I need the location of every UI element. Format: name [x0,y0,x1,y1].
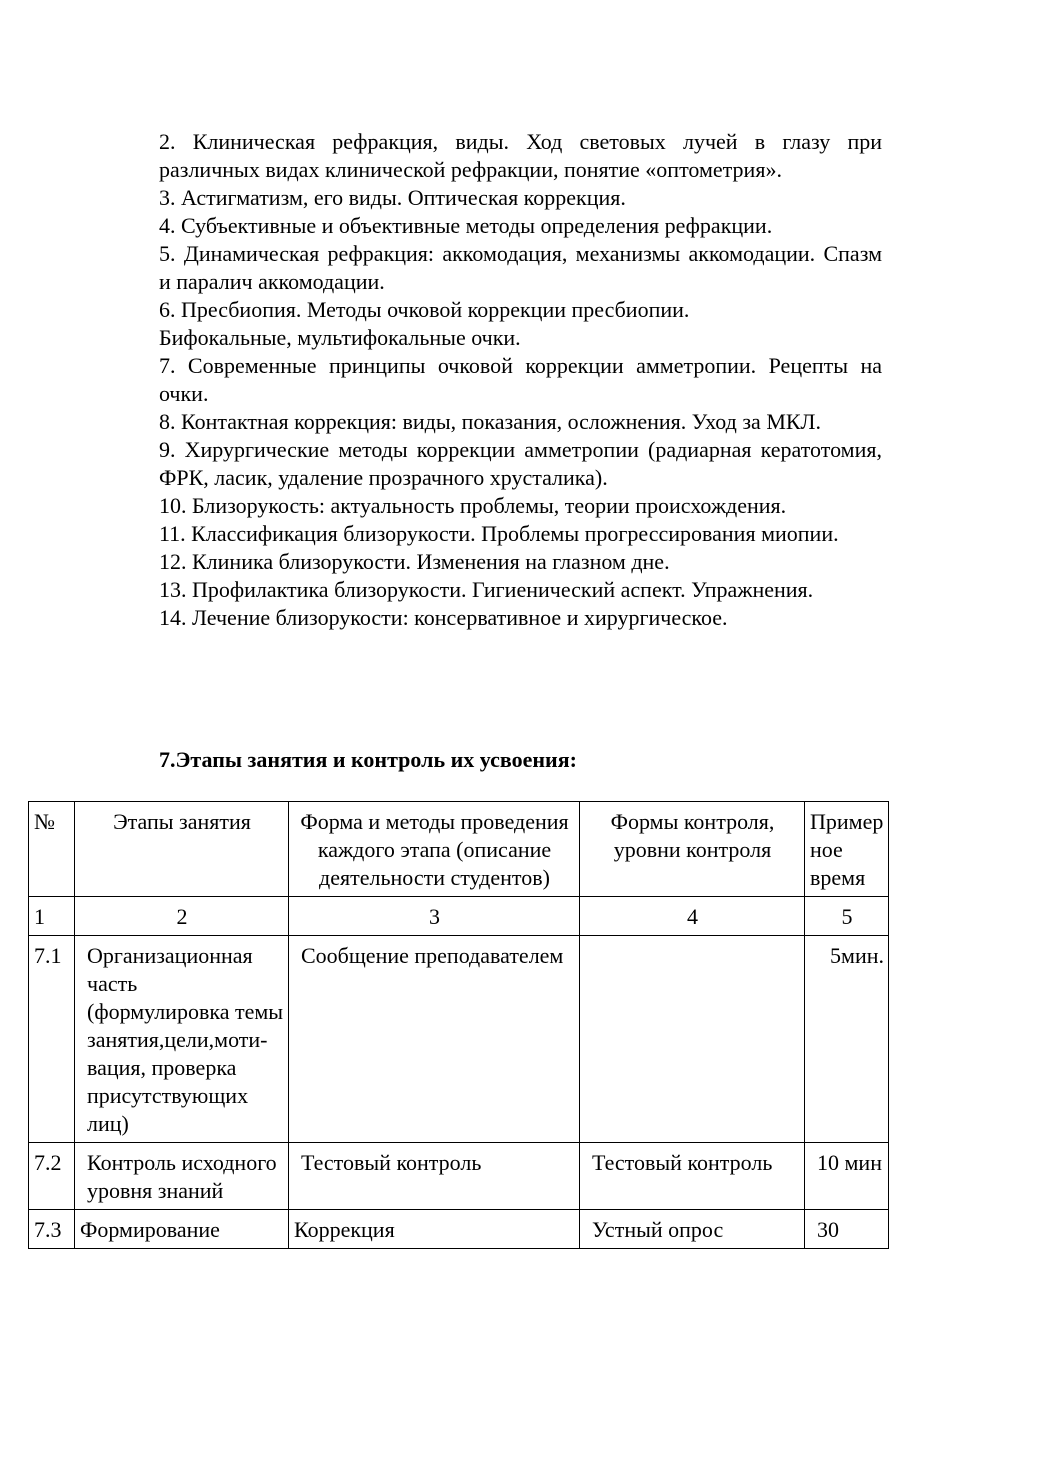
table-row [29,936,889,1143]
row-number-cell: 7.2 [29,1143,75,1210]
header-cell-control: Формы контроля, уровни контроля [580,802,805,897]
question-item: 8. Контактная коррекция: виды, показания, осложнения. Уход за МКЛ. [159,409,821,434]
table-header-row [29,802,889,897]
question-list [159,128,882,632]
column-number-cell: 3 [289,897,580,936]
control-cell [580,936,805,1143]
question-item: 3. Астигматизм, его виды. Оптическая коррекция. [159,185,626,210]
column-number-cell: 1 [29,897,75,936]
question-item: 11. Классификация близорукости. Проблемы прогрессирования миопии. [159,521,839,546]
column-number-cell: 4 [580,897,805,936]
question-item: 4. Субъективные и объективные методы определения рефракции. [159,213,773,238]
method-cell: Коррекция [289,1210,580,1249]
control-cell: Устный опрос [580,1210,805,1249]
header-cell-time: Примерное время [805,802,889,897]
question-item: 7. Современные принципы очковой коррекции амметропии. Рецепты на очки. [159,353,882,406]
method-cell: Тестовый контроль [289,1143,580,1210]
question-item: 10. Близорукость: актуальность проблемы, теории происхождения. [159,493,787,518]
row-number-cell: 7.1 [29,936,75,1143]
stage-cell: Организационная часть (формулировка темы занятия,цели,моти-вация, проверка присутствующих лиц) [75,936,289,1143]
header-cell-method: Форма и методы проведения каждого этапа (описание деятельности студентов) [289,802,580,897]
question-item: 13. Профилактика близорукости. Гигиенический аспект. Упражнения. [159,577,814,602]
question-item: 2. Клиническая рефракция, виды. Ход световых лучей в глазу при различных видах клинической рефракции, понятие «оптометрия». [159,129,882,182]
column-number-row [29,897,889,936]
question-item: 14. Лечение близорукости: консервативное и хирургическое. [159,605,728,630]
column-number-cell: 5 [805,897,889,936]
lesson-stages-table [28,801,889,1249]
time-cell: 30 [805,1210,889,1249]
method-cell: Сообщение преподавателем [289,936,580,1143]
header-cell-stage: Этапы занятия [75,802,289,897]
table-row [29,1210,889,1249]
section-heading: 7.Этапы занятия и контроль их усвоения: [159,747,577,772]
time-cell: 5мин. [805,936,889,1143]
question-item: 6. Пресбиопия. Методы очковой коррекции пресбиопии. [159,297,690,322]
header-cell-number: № [29,802,75,897]
control-cell: Тестовый контроль [580,1143,805,1210]
question-item: 9. Хирургические методы коррекции амметропии (радиарная кератотомия, ФРК, ласик, удаление прозрачного хрусталика). [159,437,882,490]
time-cell: 10 мин [805,1143,889,1210]
question-item: 12. Клиника близорукости. Изменения на глазном дне. [159,549,670,574]
row-number-cell: 7.3 [29,1210,75,1249]
stage-cell: Формирование [75,1210,289,1249]
stage-cell: Контроль исходного уровня знаний [75,1143,289,1210]
table-row [29,1143,889,1210]
question-item: 5. Динамическая рефракция: аккомодация, механизмы аккомодации. Спазм и паралич аккомодации. [159,241,882,294]
question-item: Бифокальные, мультифокальные очки. [159,325,521,350]
column-number-cell: 2 [75,897,289,936]
